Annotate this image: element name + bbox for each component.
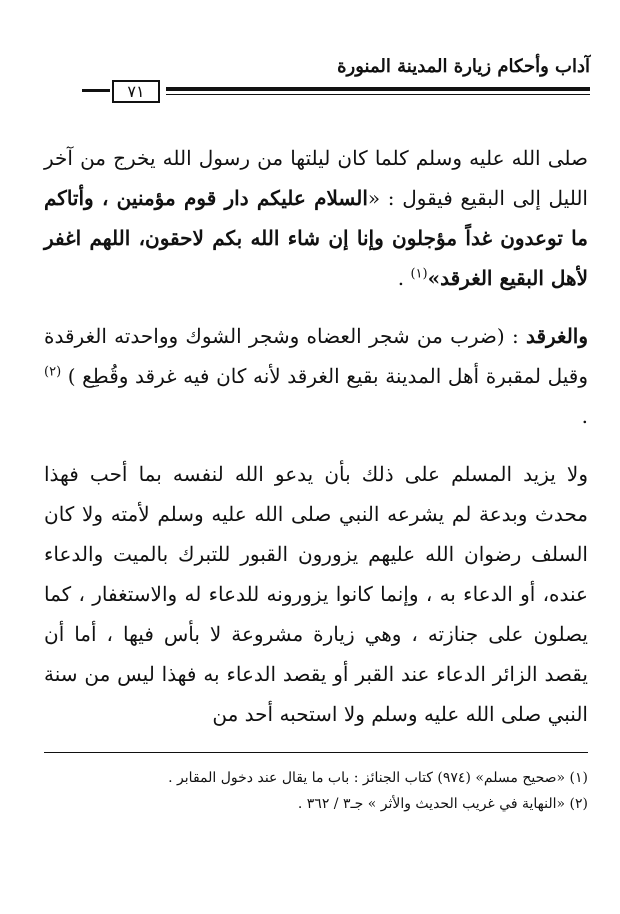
footnotes [44, 765, 588, 817]
body-text [44, 138, 588, 734]
ruling-text: ولا يزيد المسلم على ذلك بأن يدعو الله لنفسه بما أحب فهذا محدث وبدعة لم يشرعه النبي صلى الله عليه وسلم لأمته ولا كان السلف رضوان الله عليهم يزورون القبور للتبرك بالميت والدعاء عنده، أو الدعاء به ، وإنما كانوا يزورونه للدعاء له والاستغفار ، كما يصلون على جنازته ، وهي زيارة مشروعة لا بأس فيها ، أما أن يقصد الزائر الدعاء عند القبر أو يقصد الدعاء به فهذا ليس من سنة النبي صلى الله عليه وسلم ولا استحبه أحد من [44, 462, 588, 726]
hadith-close: » [427, 266, 441, 290]
page-number: ٧١ [112, 80, 160, 103]
paragraph-gharqad [44, 316, 588, 436]
header-rule-thin [166, 94, 590, 95]
header-rule [166, 87, 590, 91]
hadith-intro: صلى الله عليه وسلم كلما كان ليلتها من رسول الله يخرج من آخر الليل إلى البقيع فيقول : « [44, 146, 588, 210]
paragraph-end-2: . [581, 404, 588, 428]
paragraph-ruling [44, 454, 588, 734]
paragraph-hadith [44, 138, 588, 298]
term-gharqad: والغرقد [525, 324, 589, 348]
footnote-divider [44, 752, 588, 753]
gharqad-definition: : (ضرب من شجر العضاه وشجر الشوك وواحدته الغرقدة وقيل لمقبرة أهل المدينة بقيع الغرقد لأنه كان فيه غرقد وقُطِع ) [44, 324, 589, 388]
paragraph-end-1: . [397, 266, 411, 290]
footnote-2: (٢) «النهاية في غريب الحديث والأثر » جـ٣ / ٣٦٢ . [297, 796, 588, 812]
box-left-rule [82, 89, 110, 92]
running-title: آداب وأحكام زيارة المدينة المنورة [337, 56, 590, 77]
footnote-1: (١) «صحيح مسلم» (٩٧٤) كتاب الجنائز : باب ما يقال عند دخول المقابر . [168, 770, 588, 786]
footnote-ref-1: (١) [410, 266, 428, 282]
page-header [82, 52, 590, 102]
hadith-quote: السلام عليكم دار قوم مؤمنين ، وأتاكم ما توعدون غداً مؤجلون وإنا إن شاء الله بكم لاحقون، اللهم اغفر لأهل البقيع الغرقد [44, 186, 588, 290]
footnote-ref-2: (٢) [44, 364, 62, 380]
